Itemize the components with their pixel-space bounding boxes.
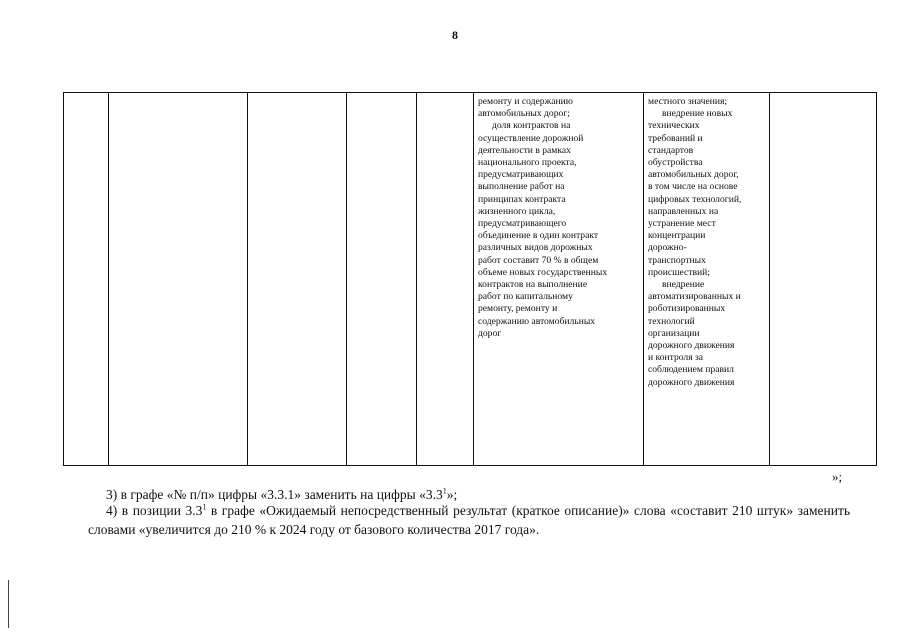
table-cell-result-text <box>474 93 644 466</box>
text-line: национального проекта, <box>478 157 577 169</box>
text-line: происшествий; <box>648 266 710 278</box>
amendment-table <box>63 92 877 466</box>
scan-margin-line <box>8 580 9 628</box>
text-line: технологий <box>648 315 695 327</box>
text-line: ремонту и содержанию <box>478 96 573 107</box>
table-cell-col1 <box>64 93 109 466</box>
paragraph-3-end: »; <box>446 487 458 502</box>
paragraph-3-superscript: 1 <box>442 486 447 496</box>
text-line: дорог <box>478 327 502 339</box>
closing-quote-mark: »; <box>832 469 843 484</box>
text-line: транспортных <box>648 254 706 266</box>
table-cell-col8 <box>770 93 877 466</box>
text-line: требований и <box>648 132 703 144</box>
text-line: дорожного движения <box>648 340 735 352</box>
text-line: принципах контракта <box>478 193 566 205</box>
paragraph-4-superscript: 1 <box>202 502 207 512</box>
paragraph-4-text: в графе «Ожидаемый непосредственный результат (краткое описание)» слова «составит 210 штук» заменить словами «увеличится до 210 % к 2024 году от базового количества 2017 года». <box>88 503 850 537</box>
paragraph-4-start: 4) в позиции 3.3 <box>106 503 203 518</box>
text-line: дорожного движения <box>648 376 735 388</box>
text-line: жизненного цикла, <box>478 205 556 217</box>
text-line: концентрации <box>648 230 706 242</box>
paragraph-4 <box>88 502 850 539</box>
text-line: ремонту, ремонту и <box>478 303 558 315</box>
text-line: содержанию автомобильных <box>478 315 596 327</box>
text-line: осуществление дорожной <box>478 132 584 144</box>
text-line: различных видов дорожных <box>478 242 593 254</box>
table-cell-col2 <box>109 93 248 466</box>
text-line: стандартов <box>648 144 694 156</box>
table-cell-col5 <box>417 93 474 466</box>
text-line: обустройства <box>648 157 703 169</box>
text-line: направленных на <box>648 205 719 217</box>
table-cell-col4 <box>347 93 417 466</box>
page-number: 8 <box>452 28 458 42</box>
text-line: и контроля за <box>648 352 704 364</box>
text-line: работ составит 70 % в общем <box>478 254 599 266</box>
text-line: технических <box>648 120 700 132</box>
text-line: объединение в один контракт <box>478 230 599 242</box>
paragraph-3-text: 3) в графе «№ п/п» цифры «3.3.1» заменить на цифры «3.3 <box>106 487 443 502</box>
text-line: роботизированных <box>648 303 726 315</box>
text-line: соблюдением правил <box>648 364 734 376</box>
text-line: организации <box>648 327 700 339</box>
result-text-lines <box>474 93 643 340</box>
text-line: выполнение работ на <box>478 181 565 193</box>
text-line: объеме новых государственных <box>478 266 608 278</box>
text-line: предусматривающего <box>478 218 567 230</box>
text-line: внедрение <box>662 279 705 291</box>
table-cell-measures-text <box>644 93 770 466</box>
table-cell-col3 <box>248 93 347 466</box>
text-line: автомобильных дорог; <box>478 108 570 120</box>
text-line: предусматривающих <box>478 169 564 181</box>
text-line: доля контрактов на <box>492 120 571 132</box>
text-line: автомобильных дорог, <box>648 169 739 181</box>
measures-text-lines <box>644 93 769 389</box>
text-line: местного значения; <box>648 96 728 107</box>
text-line: дорожно- <box>648 242 687 254</box>
text-line: работ по капитальному <box>478 291 573 303</box>
text-line: внедрение новых <box>662 108 733 120</box>
text-line: цифровых технологий, <box>648 193 742 205</box>
text-line: контрактов на выполнение <box>478 279 588 291</box>
text-line: устранение мест <box>648 218 716 230</box>
text-line: деятельности в рамках <box>478 144 571 156</box>
text-line: автоматизированных и <box>648 291 741 303</box>
text-line: в том числе на основе <box>648 181 738 193</box>
